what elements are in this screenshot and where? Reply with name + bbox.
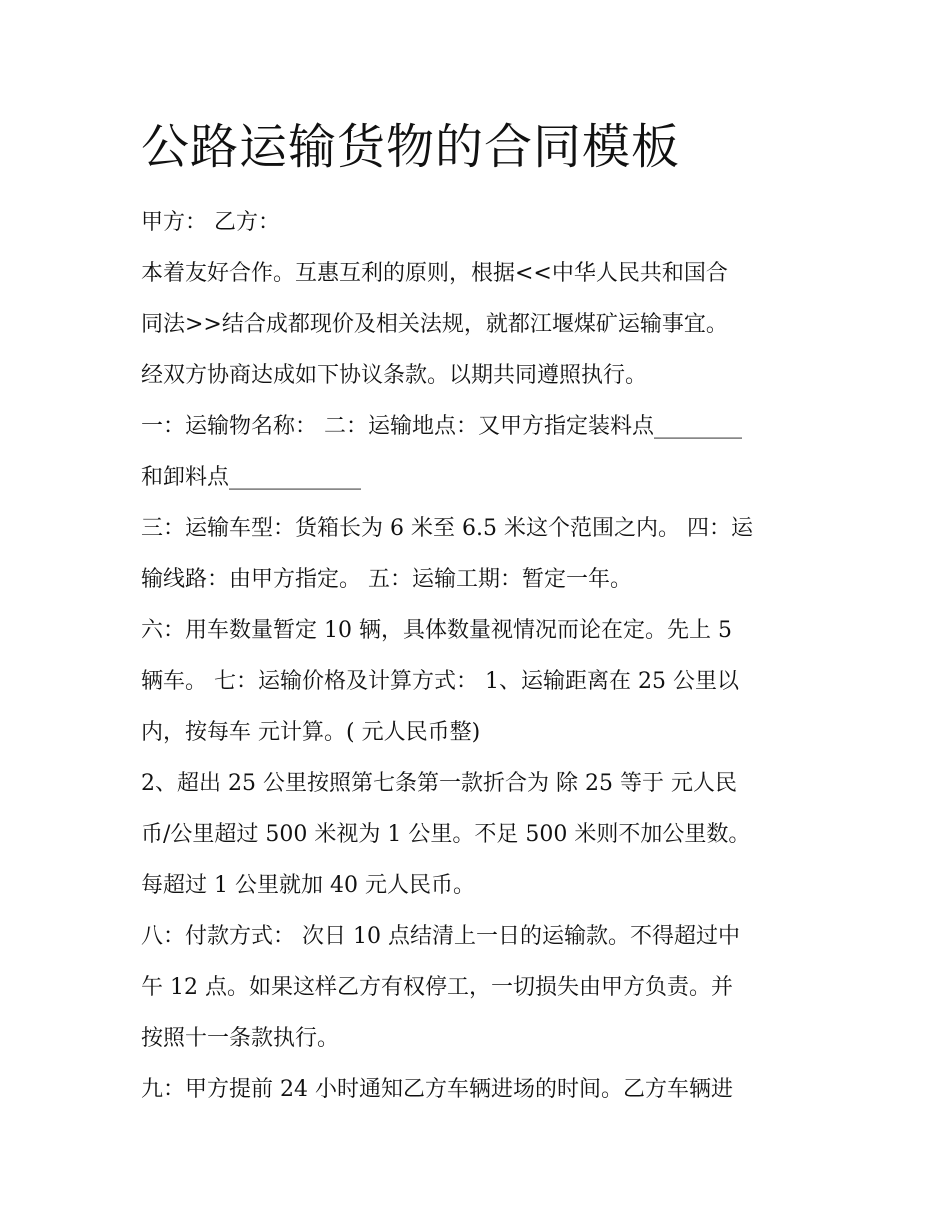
paragraph-line: 2、超出 25 公里按照第七条第一款折合为 除 25 等于 元人民 [141, 771, 737, 796]
party-line: 甲方： 乙方： [141, 210, 280, 235]
document-body [141, 197, 821, 1115]
paragraph-line: 经双方协商达成如下协议条款。以期共同遵照执行。 [141, 363, 648, 388]
paragraph-line: 内，按每车 元计算。( 元人民币整) [141, 720, 481, 745]
paragraph-line: 辆车。 七：运输价格及计算方式： 1、运输距离在 25 公里以 [141, 669, 739, 694]
document-title: 公路运输货物的合同模板 [141, 119, 681, 175]
paragraph-line: 八：付款方式： 次日 10 点结清上一日的运输款。不得超过中 [141, 924, 740, 949]
paragraph-line: 币/公里超过 500 米视为 1 公里。不足 500 米则不加公里数。 [141, 822, 751, 847]
paragraph-line: 九：甲方提前 24 小时通知乙方车辆进场的时间。乙方车辆进 [141, 1077, 733, 1102]
paragraph-line: 三：运输车型：货箱长为 6 米至 6.5 米这个范围之内。 四：运 [141, 516, 753, 541]
paragraph-line: 本着友好合作。互惠互利的原则，根据<<中华人民共和国合 [141, 261, 728, 286]
paragraph-line: 每超过 1 公里就加 40 元人民币。 [141, 873, 475, 898]
paragraph-line: 一：运输物名称： 二：运输地点：又甲方指定装料点________ [141, 414, 742, 439]
paragraph-line: 同法>>结合成都现价及相关法规，就都江堰煤矿运输事宜。 [141, 312, 728, 337]
paragraph-line: 输线路：由甲方指定。 五：运输工期：暂定一年。 [141, 567, 632, 592]
paragraph-line: 六：用车数量暂定 10 辆，具体数量视情况而论在定。先上 5 [141, 618, 732, 643]
paragraph-line: 和卸料点____________ [141, 465, 362, 490]
paragraph-line: 按照十一条款执行。 [141, 1026, 340, 1051]
paragraph-line: 午 12 点。如果这样乙方有权停工，一切损失由甲方负责。并 [141, 975, 733, 1000]
